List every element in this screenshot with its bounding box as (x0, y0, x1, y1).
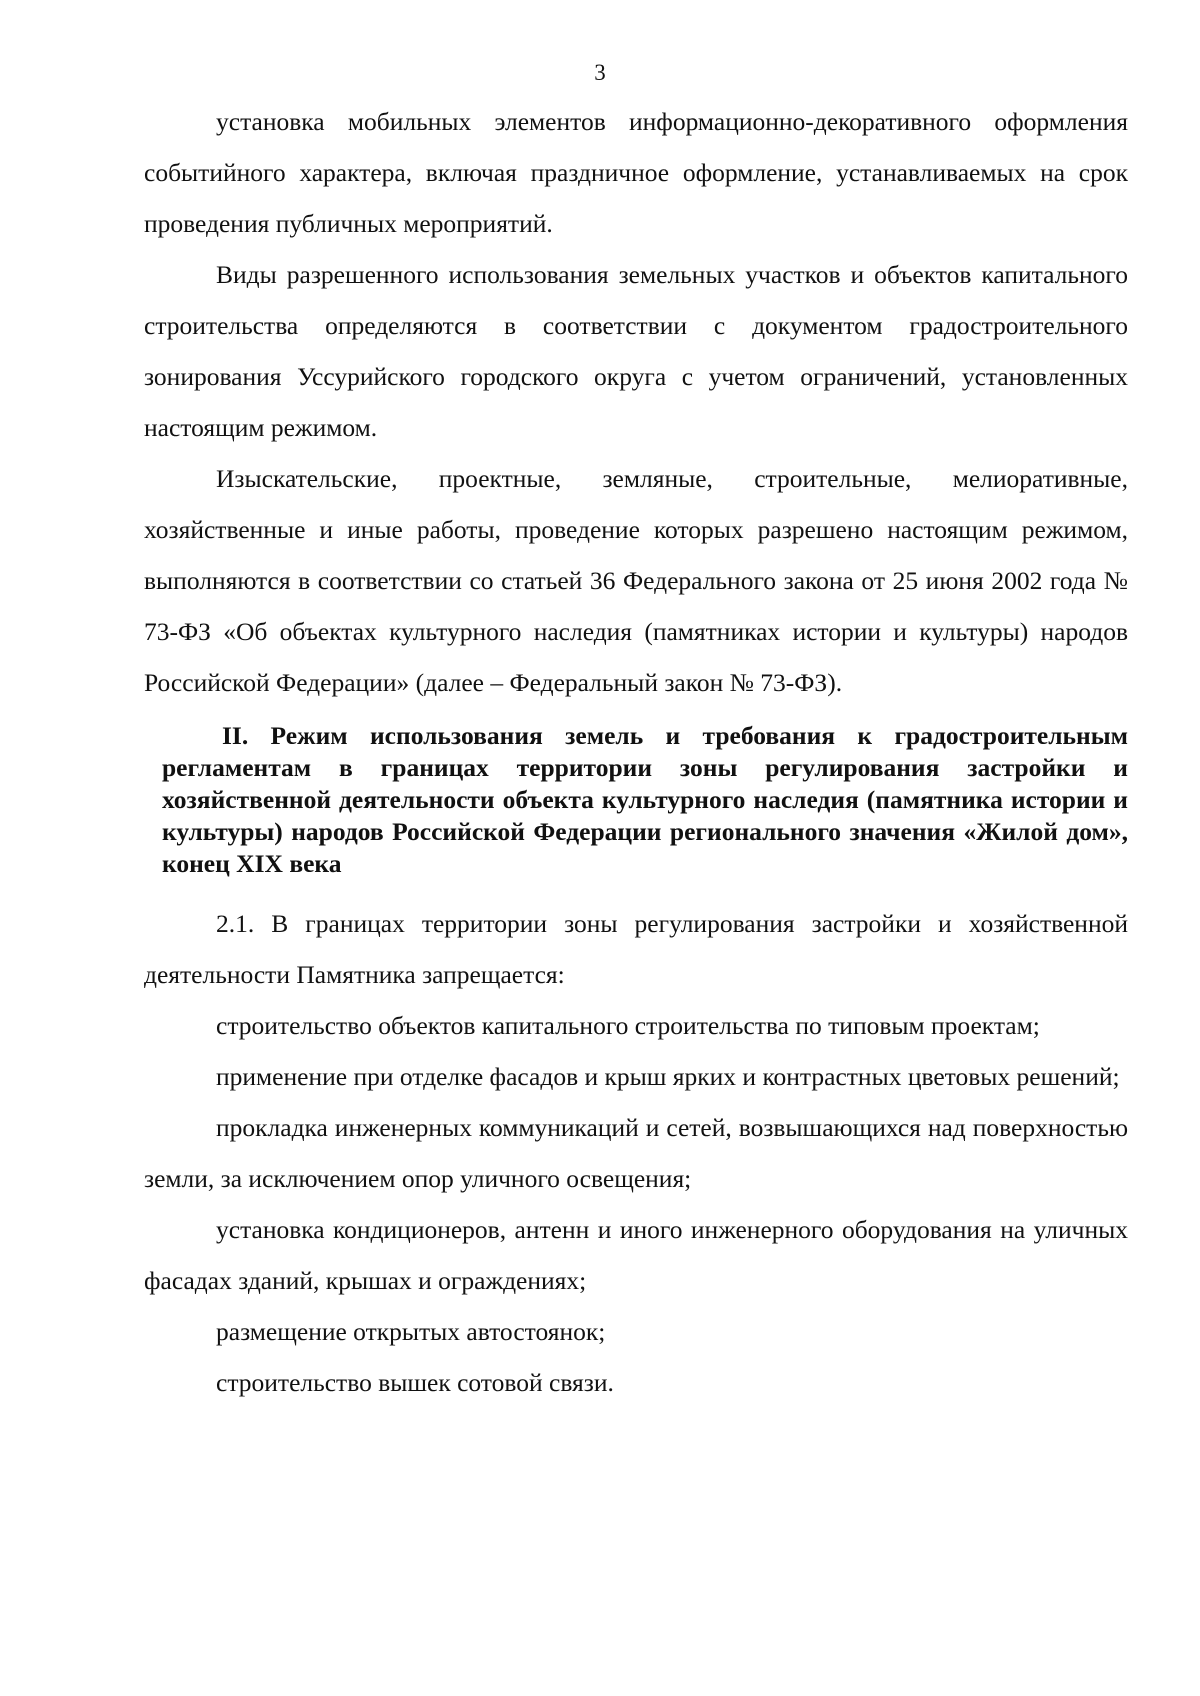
list-item: строительство объектов капитального строительства по типовым проектам; (216, 1011, 1040, 1040)
paragraph-survey-works: Изыскательские, проектные, земляные, строительные, мелиоративные, хозяйственные и иные работы, проведение которых разрешено настоящим режимом, выполняются в соответствии со статьей 36 Федерального закона от 25 июня 2002 года № 73-ФЗ «Об объектах культурного наследия (памятниках истории и культуры) народов Российской Федерации» (далее – Федеральный закон № 73-ФЗ). (144, 464, 1128, 697)
list-item: строительство вышек сотовой связи. (216, 1368, 614, 1397)
paragraph-decorative-elements: установка мобильных элементов информационно-декоративного оформления событийного характера, включая праздничное оформление, устанавливаемых на срок проведения публичных мероприятий. (144, 107, 1128, 238)
section-heading: II. Режим использования земель и требования к градостроительным регламентам в границах территории зоны регулирования застройки и хозяйственной деятельности объекта культурного наследия (памятника истории и культуры) народов Российской Федерации регионального значения «Жилой дом», конец XIX века (162, 721, 1128, 878)
list-item: применение при отделке фасадов и крыш ярких и контрастных цветовых решений; (216, 1062, 1120, 1091)
page-number: 3 (594, 60, 606, 85)
paragraph-permitted-use: Виды разрешенного использования земельных участков и объектов капитального строительства определяются в соответствии с документом градостроительного зонирования Уссурийского городского округа с учетом ограничений, установленных настоящим режимом. (144, 260, 1128, 442)
list-item: прокладка инженерных коммуникаций и сетей, возвышающихся над поверхностью земли, за исключением опор уличного освещения; (144, 1113, 1128, 1193)
section-intro: 2.1. В границах территории зоны регулирования застройки и хозяйственной деятельности Памятника запрещается: (144, 909, 1128, 989)
prohibitions-list (144, 1000, 1128, 1408)
list-item: установка кондиционеров, антенн и иного инженерного оборудования на уличных фасадах зданий, крышах и ограждениях; (144, 1215, 1128, 1295)
document-body (144, 96, 1128, 1408)
list-item: размещение открытых автостоянок; (216, 1317, 606, 1346)
